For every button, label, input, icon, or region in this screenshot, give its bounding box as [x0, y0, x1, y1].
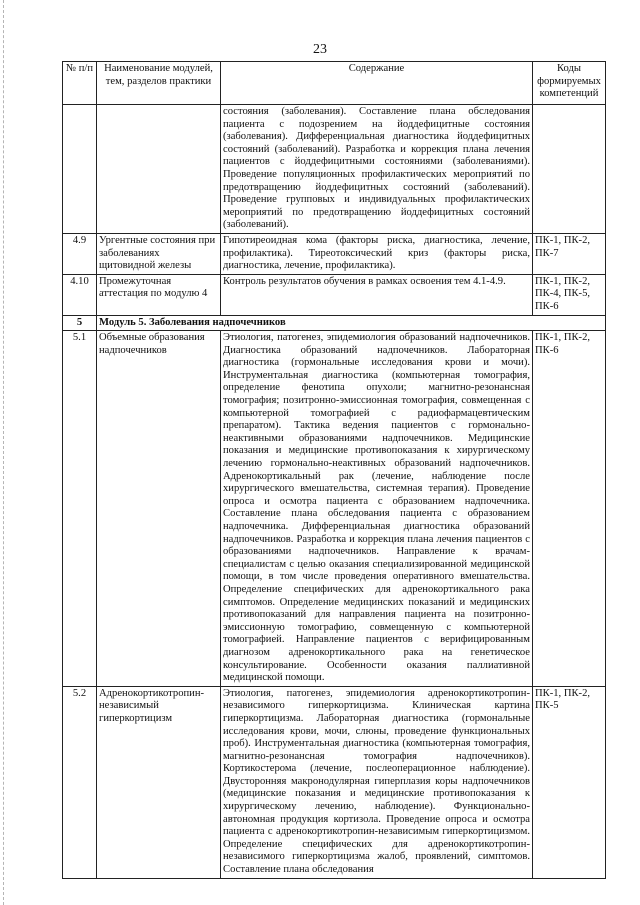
table-row	[63, 686, 606, 878]
row-content: Гипотиреоидная кома (факторы риска, диагностика, лечение, профилактика). Тиреотоксический криз (факторы риска, диагностика, лечение, профилактика).	[221, 233, 533, 274]
table-row	[63, 331, 606, 687]
table-header-row	[63, 62, 606, 105]
module-num: 5	[63, 315, 97, 331]
row-content: Этиология, патогенез, эпидемиология адренокортикотропин-независимого гиперкортицизма. Клиническая картина гиперкортицизма. Лабораторная диагностика (гормональные исследования крови, мочи, слюны, проведение функциональных проб). Инструментальная диагностика (компьютерная томография, магнитно-резонансная томография надпочечников). Кортикостерома (лечение, послеоперационное наблюдение). Двусторонняя макронодулярная гиперплазия коры надпочечников (медицинские показания и медицинские противопоказания к хирургическому лечению, наблюдение). Функционально-автономная продукция кортизола. Проведение опроса и осмотра пациента с адренокортикотропин-независимым гиперкортицизмом. Определение специфических для адренокортикотропин-независимого гиперкортицизма жалоб, проявлений, симптомов. Составление плана обследования	[221, 686, 533, 878]
row-num: 4.9	[63, 233, 97, 274]
row-codes: ПК-1, ПК-2, ПК-4, ПК-5, ПК-6	[533, 274, 606, 315]
page-number: 23	[313, 42, 327, 57]
row-num: 5.2	[63, 686, 97, 878]
row-codes: ПК-1, ПК-2, ПК-7	[533, 233, 606, 274]
row-content: Контроль результатов обучения в рамках освоения тем 4.1-4.9.	[221, 274, 533, 315]
row-codes	[533, 105, 606, 234]
curriculum-table	[62, 61, 606, 879]
table-row	[63, 274, 606, 315]
row-codes: ПК-1, ПК-2, ПК-6	[533, 331, 606, 687]
module-title: Модуль 5. Заболевания надпочечников	[97, 315, 606, 331]
module-row	[63, 315, 606, 331]
header-content: Содержание	[221, 62, 533, 105]
header-name: Наименование модулей, тем, разделов практики	[97, 62, 221, 105]
row-name: Ургентные состояния при заболеваниях щитовидной железы	[97, 233, 221, 274]
row-content: Этиология, патогенез, эпидемиология образований надпочечников. Диагностика образований надпочечников. Лабораторная диагностика (гормональные исследования крови и мочи). Инструментальная диагностика (компьютерная томография, определение фенотипа опухоли; магнитно-резонансная томография; позитронно-эмиссионная томография, совмещенная с компьютерной томографией с радиофармацевтическим препаратом). Тактика ведения пациентов с гормонально-неактивными образованиями надпочечников. Медицинские показания и медицинские противопоказания к хирургическому лечению гормонально-неактивных образований надпочечников. Адренокортикальный рак (лечение, наблюдение после хирургического вмешательства, системная терапия). Проведение опроса и осмотра пациента с образованием надпочечника. Составление плана обследования пациента с образованием надпочечника. Дифференциальная диагностика образований надпочечников. Разработка и коррекция плана лечения пациентов с образованиями надпочечников. Направление к врачам-специалистам с целью оказания специализированной медицинской помощи, в том числе проведения оперативного вмешательства. Определение специфических для адренокортикального рака симптомов. Определение медицинских показаний и медицинских противопоказаний для направления пациента на позитронно-эмиссионную томографию, совмещенную с компьютерной томографией. Направление пациентов с верифицированным диагнозом адренокортикального рака на генетическое консультирование. Особенности оказания паллиативной медицинской помощи.	[221, 331, 533, 687]
scan-edge-line	[3, 0, 6, 905]
row-name: Объемные образования надпочечников	[97, 331, 221, 687]
header-codes: Коды формируемых компетенций	[533, 62, 606, 105]
row-codes: ПК-1, ПК-2, ПК-5	[533, 686, 606, 878]
header-num: № п/п	[63, 62, 97, 105]
row-name: Адренокортикотропин-независимый гиперкортицизм	[97, 686, 221, 878]
row-content: состояния (заболевания). Составление плана обследования пациента с подозрением на йоддефицитные состояния (заболевания). Дифференциальная диагностика йоддефицитных состояний (заболеваний). Разработка и коррекция плана лечения пациентов с йоддефицитными состояниями (заболеваниями). Проведение популяционных профилактических мероприятий по предотвращению йоддефицитных состояний (заболеваний). Проведение групповых и индивидуальных профилактических мероприятий по предотвращению йоддефицитных состояний (заболеваний).	[221, 105, 533, 234]
row-num: 5.1	[63, 331, 97, 687]
row-name	[97, 105, 221, 234]
table-row	[63, 233, 606, 274]
table-row	[63, 105, 606, 234]
row-name: Промежуточная аттестация по модулю 4	[97, 274, 221, 315]
row-num: 4.10	[63, 274, 97, 315]
row-num	[63, 105, 97, 234]
